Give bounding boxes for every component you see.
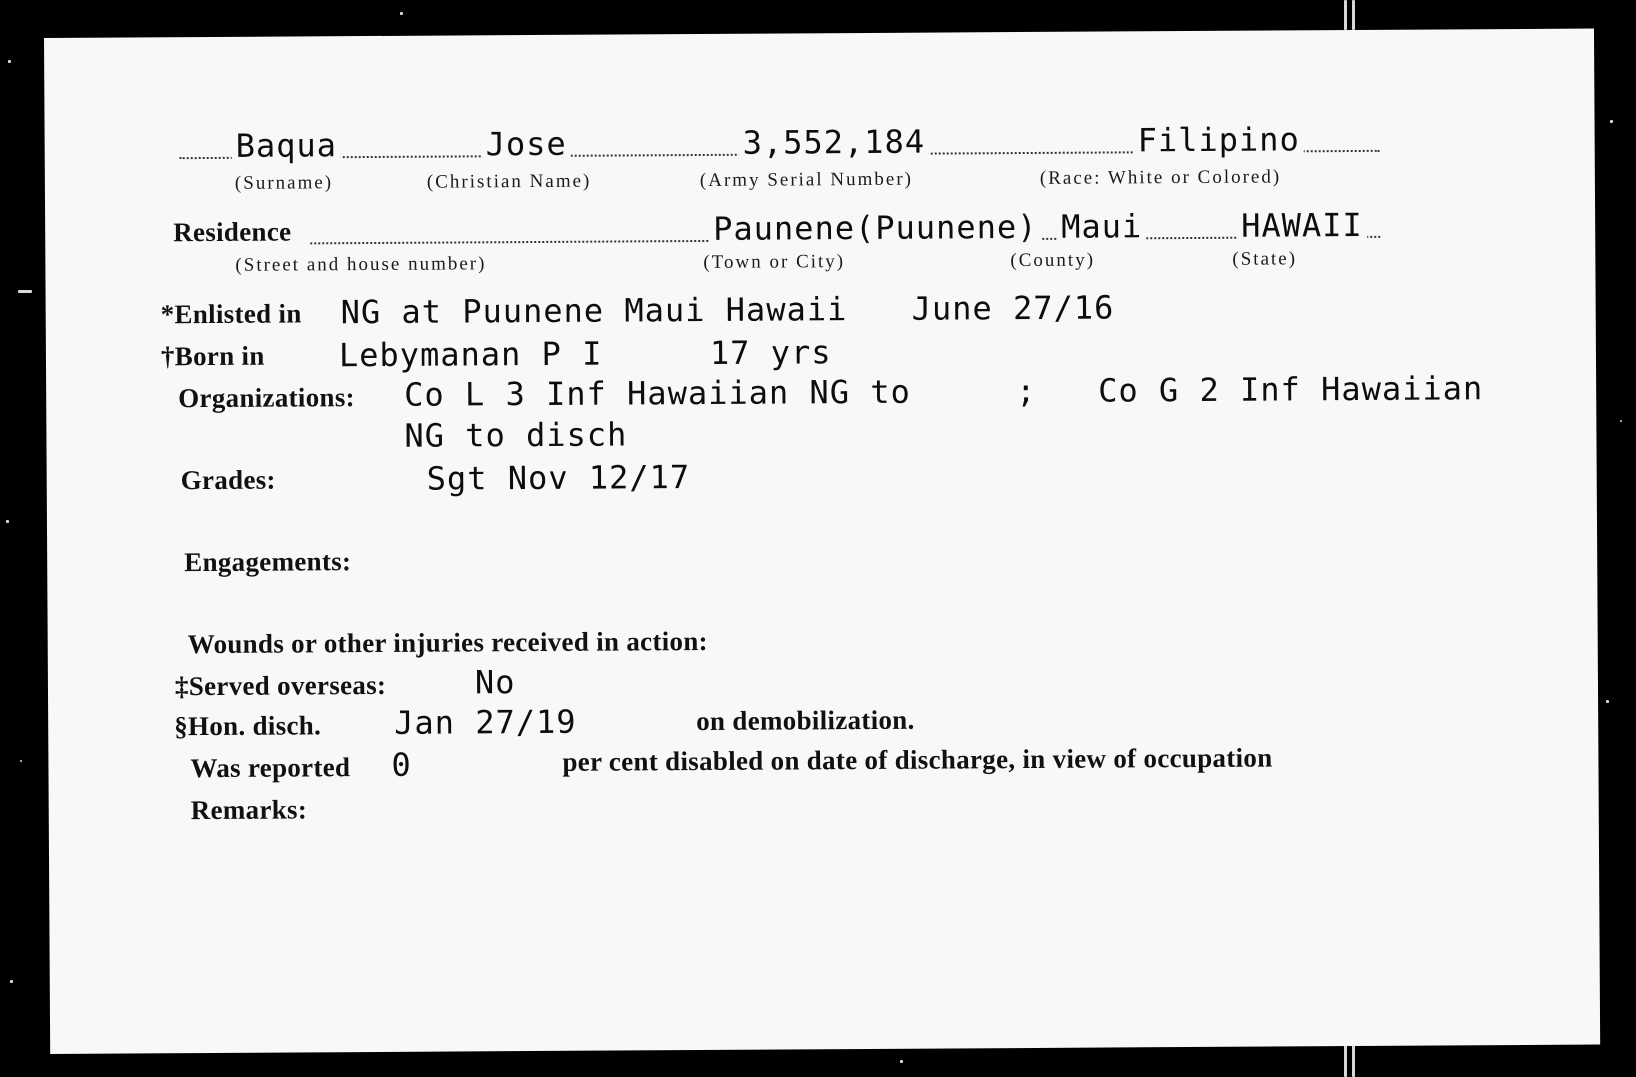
- overseas-label: ‡Served overseas:: [174, 669, 387, 702]
- enlisted-value: NG at Puunene Maui Hawaii: [340, 290, 848, 332]
- caption-christian-name: (Christian Name): [426, 170, 592, 193]
- enlisted-label: *Enlisted in: [160, 298, 302, 330]
- organizations-line1b: Co G 2 Inf Hawaiian: [1098, 369, 1484, 410]
- grades-label: Grades:: [180, 464, 276, 496]
- wounds-label: Wounds or other injuries received in action:: [187, 625, 708, 660]
- residence-town-value: Paunene(Puunene): [709, 208, 1041, 248]
- caption-race: (Race: White or Colored): [1039, 166, 1282, 189]
- residence-county-value: Maui: [1057, 207, 1146, 246]
- born-place: Lebymanan P I: [338, 334, 603, 375]
- disability-suffix: per cent disabled on date of discharge, in view of occupation: [562, 742, 1273, 777]
- caption-state: (State): [1232, 248, 1298, 270]
- organizations-line1: Co L 3 Inf Hawaiian NG to: [404, 372, 911, 414]
- disability-label: Was reported: [190, 752, 351, 784]
- residence-state-value: HAWAII: [1237, 206, 1367, 245]
- caption-county: (County): [1010, 249, 1096, 272]
- service-record-card: [44, 29, 1600, 1054]
- organizations-separator: ;: [1016, 371, 1037, 411]
- discharge-label: §Hon. disch.: [174, 710, 322, 742]
- remarks-label: Remarks:: [190, 794, 308, 826]
- christian-name-value: Jose: [482, 125, 571, 164]
- organizations-label: Organizations:: [178, 382, 355, 414]
- overseas-value: No: [474, 663, 516, 702]
- discharge-suffix: on demobilization.: [696, 704, 915, 737]
- organizations-line2: NG to disch: [404, 415, 628, 455]
- enlisted-date: June 27/16: [911, 288, 1115, 328]
- serial-number-value: 3,552,184: [739, 123, 930, 162]
- engagements-label: Engagements:: [184, 546, 352, 578]
- grades-value: Sgt Nov 12/17: [426, 458, 691, 498]
- caption-street: (Street and house number): [235, 253, 487, 276]
- residence-label: Residence: [173, 216, 295, 248]
- disability-value: 0: [391, 745, 412, 784]
- caption-town: (Town or City): [703, 251, 846, 273]
- race-value: Filipino: [1134, 120, 1304, 159]
- born-age: 17 yrs: [709, 333, 832, 372]
- caption-surname: (Surname): [234, 172, 334, 194]
- surname-value: Baqua: [232, 126, 342, 165]
- discharge-value: Jan 27/19: [394, 702, 577, 742]
- caption-serial-number: (Army Serial Number): [699, 168, 914, 191]
- born-label: †Born in: [160, 340, 265, 372]
